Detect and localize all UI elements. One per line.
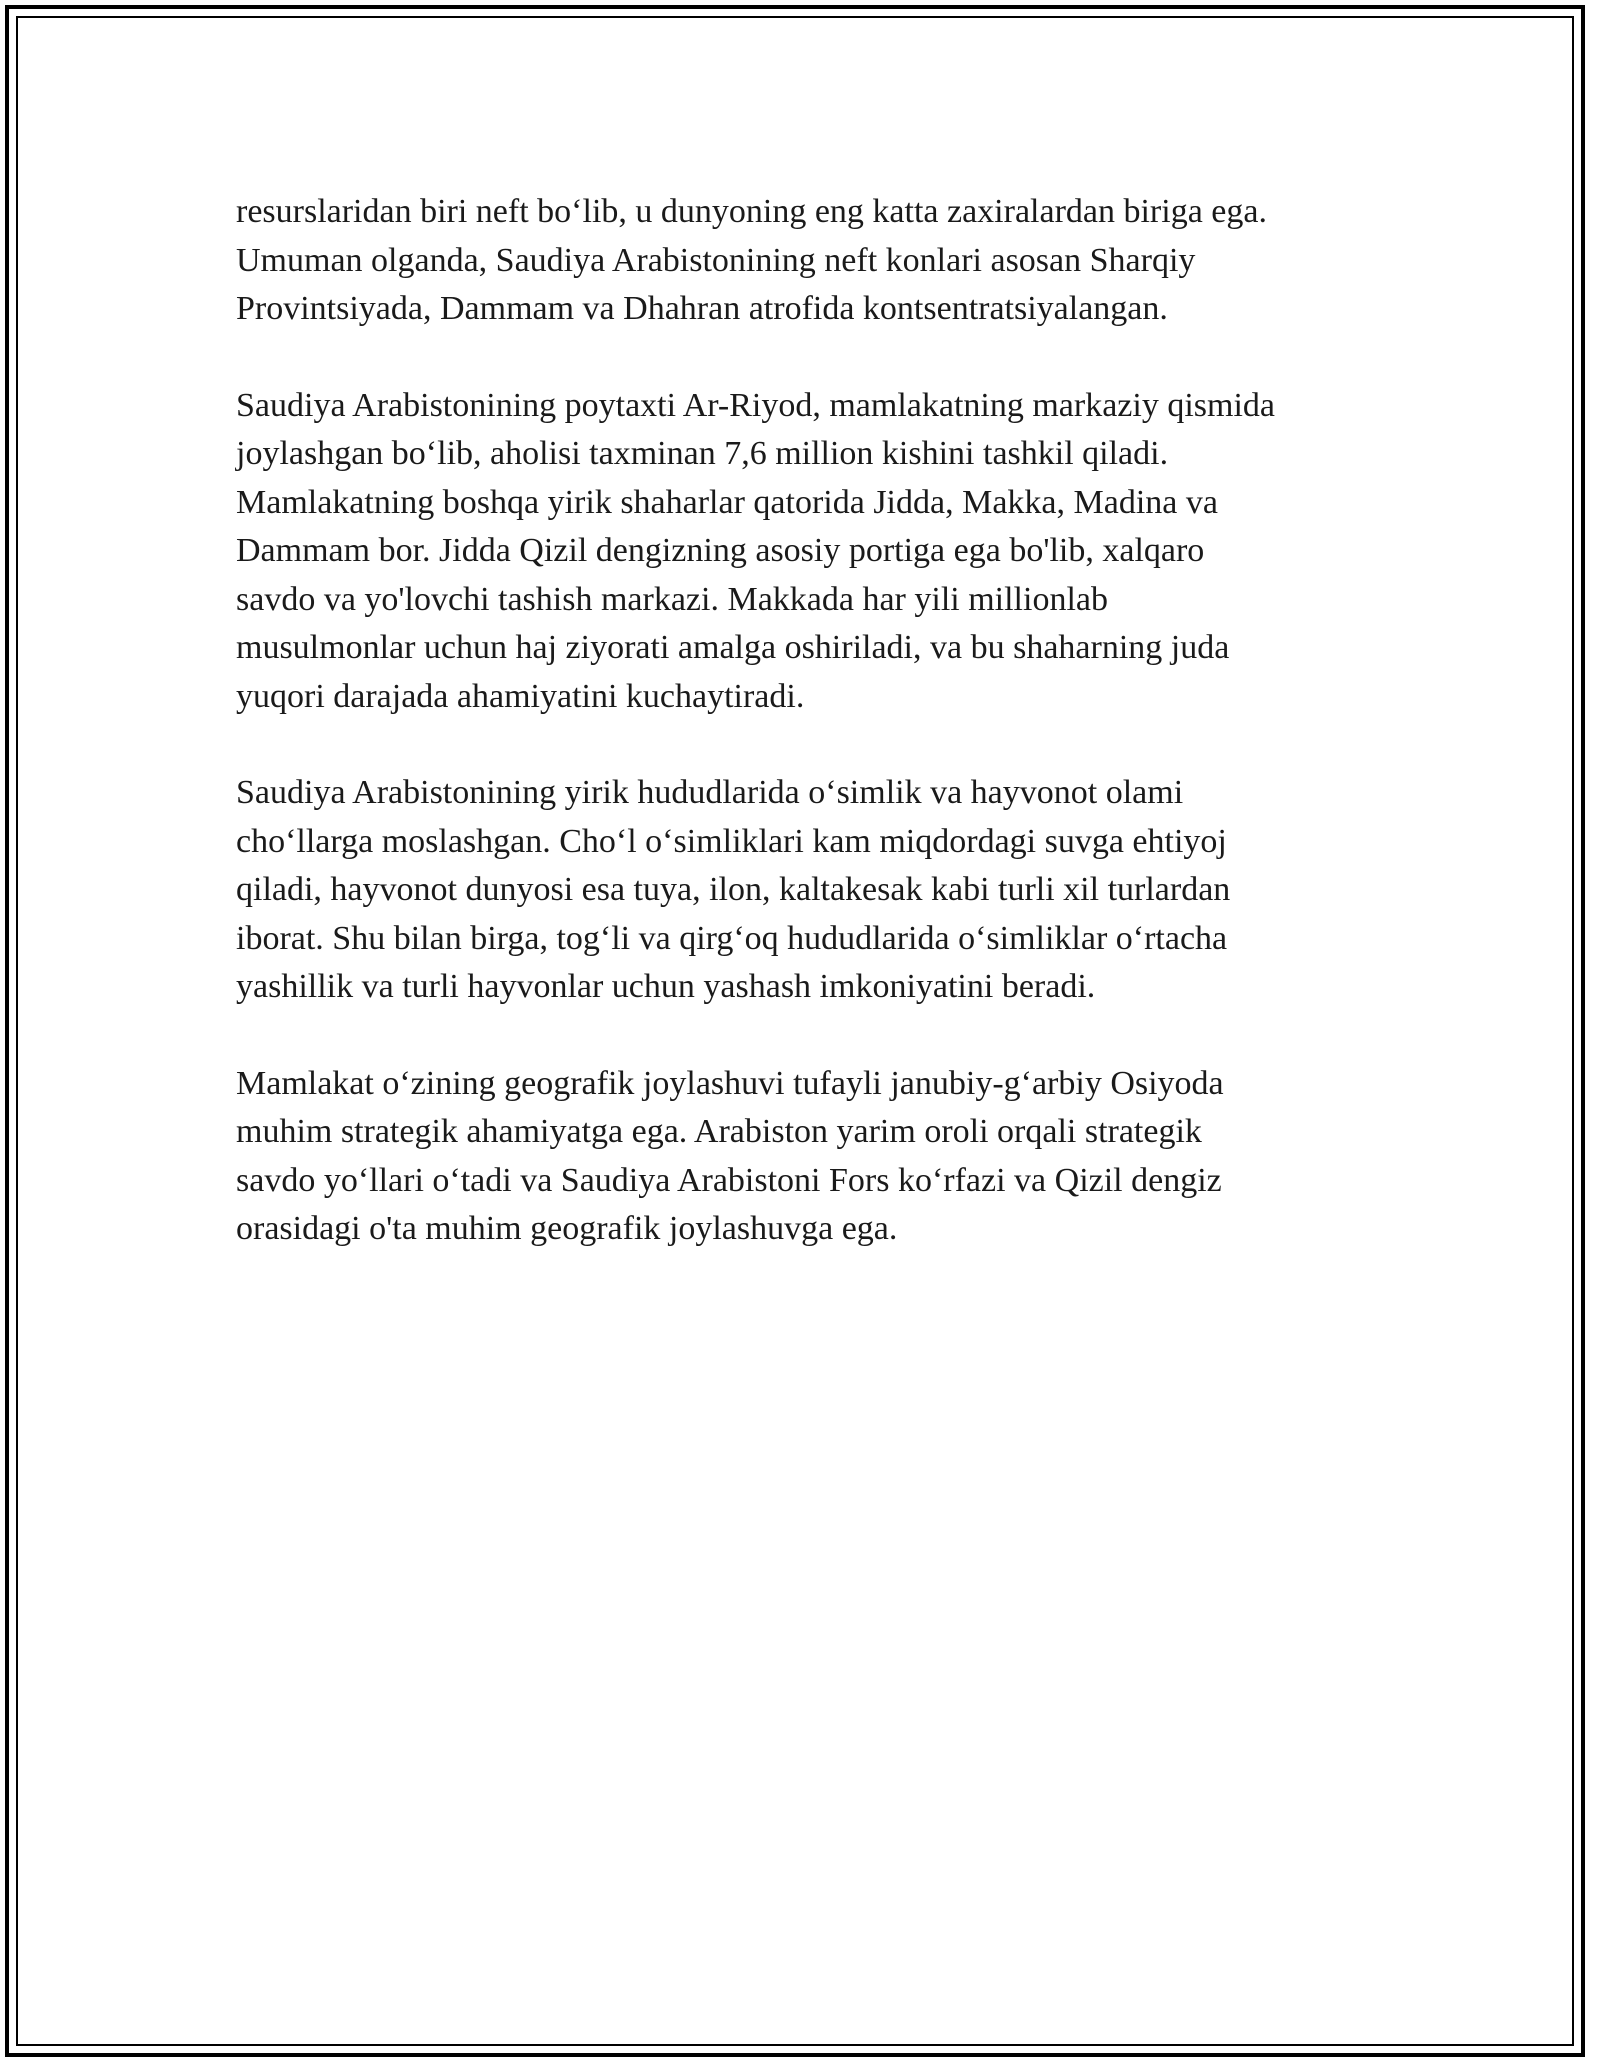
paragraph-geographic-location: Mamlakat o‘zining geografik joylashuvi tufayli janubiy-g‘arbiy Osiyoda muhim strategik ahamiyatga ega. Arabiston yarim oroli orqali strategik savdo yo‘llari o‘tadi va Saudiya Arabistoni Fors ko‘rfazi va Qizil dengiz orasidagi o'ta muhim geografik joylashuvga ega. — [236, 1064, 1224, 1247]
paragraph-capital-cities: Saudiya Arabistonining poytaxti Ar-Riyod, mamlakatning markaziy qismida joylashgan bo‘lib, aholisi taxminan 7,6 million kishini tashkil qiladi. Mamlakatning boshqa yirik shaharlar qatorida Jidda, Makka, Madina va Dammam bor. Jidda Qizil dengizning asosiy portiga ega bo'lib, xalqaro savdo va yo'lovchi tashish markazi. Makkada har yili millionlab musulmonlar uchun haj ziyorati amalga oshiriladi, va bu shaharning juda yuqori darajada ahamiyatini kuchaytiradi. — [236, 386, 1275, 715]
document-body — [236, 188, 1386, 1302]
paragraph-flora-fauna: Saudiya Arabistonining yirik hududlarida o‘simlik va hayvonot olami cho‘llarga moslashgan. Cho‘l o‘simliklari kam miqdordagi suvga ehtiyoj qiladi, hayvonot dunyosi esa tuya, ilon, kaltakesak kabi turli xil turlardan iborat. Shu bilan birga, tog‘li va qirg‘oq hududlarida o‘simliklar o‘rtacha yashillik va turli hayvonlar uchun yashash imkoniyatini beradi. — [236, 774, 1231, 1005]
paragraph-oil-resources: resurslaridan biri neft bo‘lib, u dunyoning eng katta zaxiralardan biriga ega. Umuman olganda, Saudiya Arabistonining neft konlari asosan Sharqiy Provintsiyada, Dammam va Dhahran atrofida kontsentratsiyalangan. — [236, 193, 1267, 327]
